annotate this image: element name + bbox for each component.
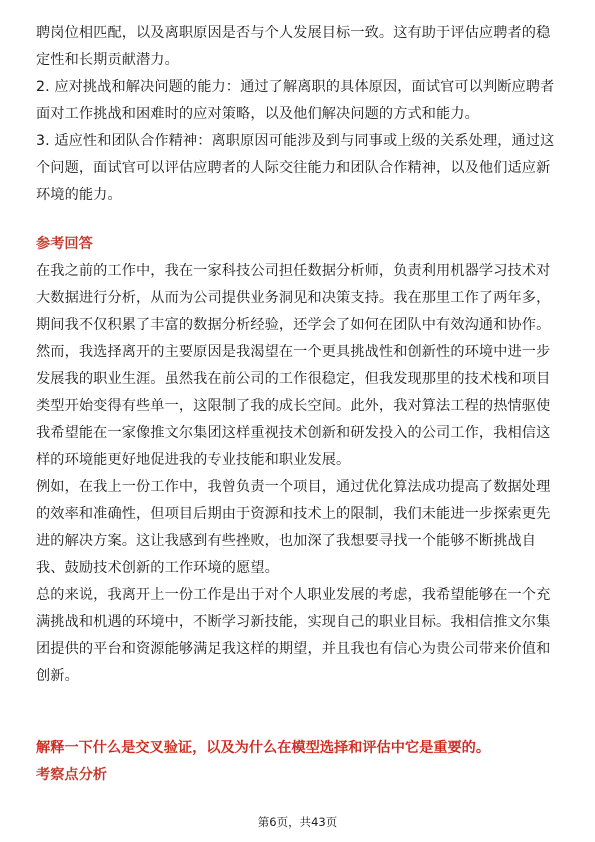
answer-line: 进的解决方案。这让我感到有些挫败，也加深了我想要寻找一个能够不断挑战自: [36, 533, 537, 549]
answer-line: 总的来说，我离开上一份工作是出于对个人职业发展的考虑，我希望能够在一个充: [36, 587, 551, 603]
answer-line: 期间我不仅积累了丰富的数据分析经验，还学会了如何在团队中有效沟通和协作。: [36, 317, 551, 333]
next-question-section: [36, 735, 560, 789]
intro-line: 个问题，面试官可以评估应聘者的人际交往能力和团队合作精神，以及他们适应新: [36, 160, 551, 176]
analysis-heading: 考察点分析: [36, 767, 107, 783]
answer-line: 类型开始变得有些单一，这限制了我的成长空间。此外，我对算法工程的热情驱使: [36, 398, 551, 414]
answer-line: 满挑战和机遇的环境中，不断学习新技能，实现自己的职业目标。我相信推文尔集: [36, 614, 551, 630]
intro-line: 聘岗位相匹配，以及离职原因是否与个人发展目标一致。这有助于评估应聘者的稳: [36, 25, 551, 41]
answer-heading: 参考回答: [36, 236, 93, 252]
answer-line: 创新。: [36, 668, 79, 684]
answer-line: 大数据进行分析，从而为公司提供业务洞见和决策支持。我在那里工作了两年多，: [36, 290, 551, 306]
intro-line: 面对工作挑战和困难时的应对策略，以及他们解决问题的方式和能力。: [36, 106, 479, 122]
answer-line: 团提供的平台和资源能够满足我这样的期望，并且我也有信心为贵公司带来价值和: [36, 641, 551, 657]
intro-line: 3. 适应性和团队合作精神：离职原因可能涉及到与同事或上级的关系处理，通过这: [36, 133, 555, 149]
answer-section: [36, 231, 560, 690]
question-title: 解释一下什么是交叉验证，以及为什么在模型选择和评估中它是重要的。: [36, 740, 491, 756]
answer-line: 我、鼓励技术创新的工作环境的愿望。: [36, 560, 279, 576]
intro-line: 2. 应对挑战和解决问题的能力：通过了解离职的具体原因，面试官可以判断应聘者: [36, 79, 555, 95]
intro-section: [36, 20, 560, 209]
answer-line: 然而，我选择离开的主要原因是我渴望在一个更具挑战性和创新性的环境中进一步: [36, 344, 551, 360]
answer-line: 样的环境能更好地促进我的专业技能和职业发展。: [36, 452, 351, 468]
intro-line: 环境的能力。: [36, 187, 122, 203]
answer-line: 的效率和准确性，但项目后期由于资源和技术上的限制，我们未能进一步探索更先: [36, 506, 551, 522]
intro-line: 定性和长期贡献潜力。: [36, 52, 179, 68]
page-number: 第6页，共43页: [257, 815, 338, 829]
answer-line: 我希望能在一家像推文尔集团这样重视技术创新和研发投入的公司工作，我相信这: [36, 425, 551, 441]
answer-line: 在我之前的工作中，我在一家科技公司担任数据分析师，负责利用机器学习技术对: [36, 263, 551, 279]
answer-line: 例如，在我上一份工作中，我曾负责一个项目，通过优化算法成功提高了数据处理: [36, 479, 551, 495]
answer-line: 发展我的职业生涯。虽然我在前公司的工作很稳定，但我发现那里的技术栈和项目: [36, 371, 551, 387]
